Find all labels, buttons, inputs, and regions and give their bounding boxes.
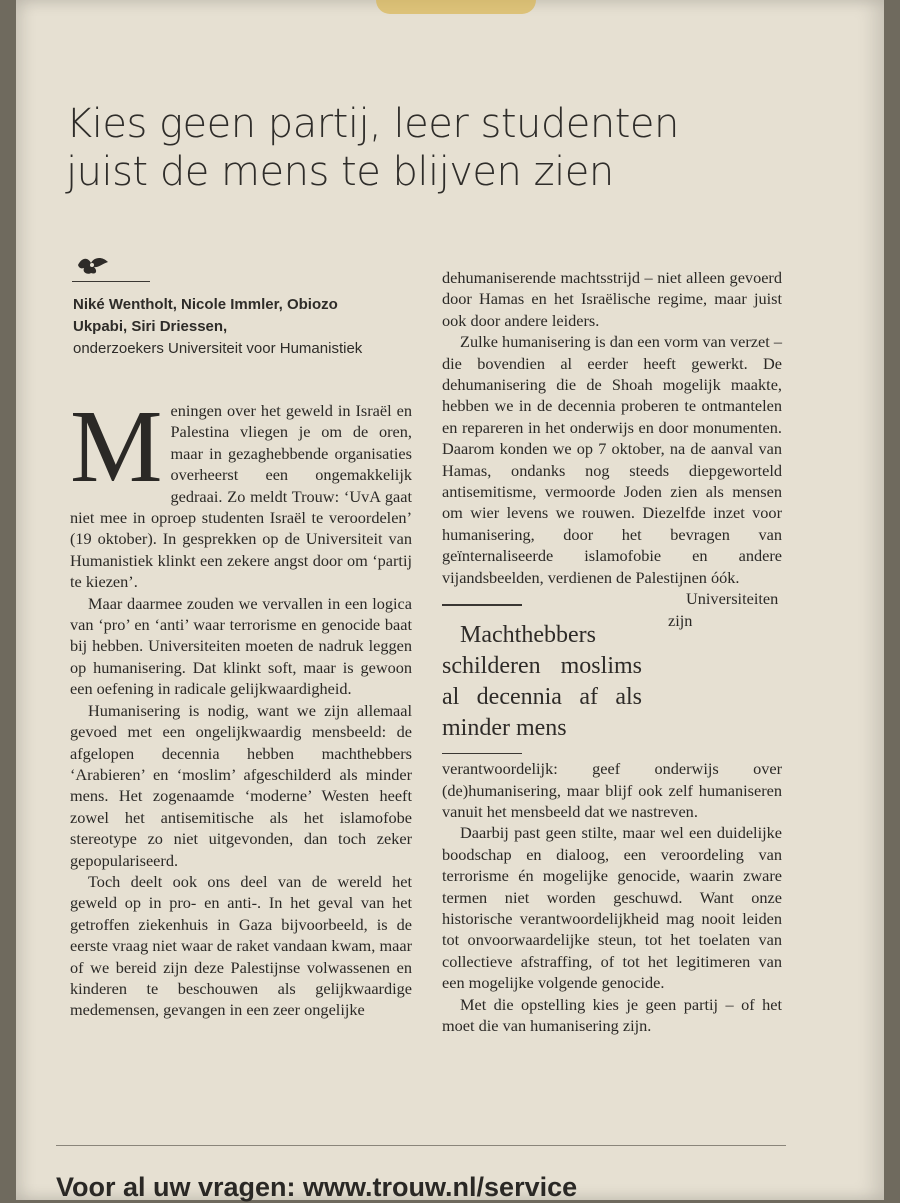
- paragraph: Humanisering is nodig, want we zijn allemaal gevoed met een ongelijkwaardig mensbeeld: de afgelopen decennia hebben machthebbers ‘Arabieren’ en ‘moslim’ afgeschilderd als minder mens. Het zogenaamde ‘moderne’ Westen heeft zowel het antisemitische als het islamofobe stereotype zo niet uitgevonden, dan toch zeker gepopulariseerd.: [70, 700, 412, 870]
- author-role: onderzoekers Universiteit voor Humanistiek: [73, 340, 363, 357]
- author-names: Niké Wentholt, Nicole Immler, Obiozo Ukpabi, Siri Driessen,: [73, 296, 338, 335]
- byline: [73, 294, 373, 360]
- article-column-1: [70, 389, 412, 1021]
- paragraph: [442, 588, 782, 822]
- paragraph-text: Universiteiten zijn verantwoordelijk: geef onderwijs over (de)humanisering, maar blijf ook zelf humaniseren vanuit het mensbeeld dat we nastreven.: [442, 589, 782, 821]
- newspaper-page: [16, 0, 884, 1200]
- top-ornament: [376, 0, 536, 14]
- drop-cap: M: [70, 389, 163, 504]
- paragraph: [70, 389, 412, 593]
- pull-quote-text: Machthebbers schilderen moslims al decennia af als minder mens: [442, 622, 642, 742]
- paragraph: Met die opstelling kies je geen partij – of het moet die van humanisering zijn.: [442, 994, 782, 1035]
- paragraph: dehumaniserende machtsstrijd – niet alleen gevoerd door Hamas en het Israëlische regime, maar juist ook door andere leiders.: [442, 268, 782, 330]
- headline-line-2: juist de mens te blijven zien: [66, 149, 614, 195]
- footer-service-line: Voor al uw vragen: www.trouw.nl/service: [56, 1172, 578, 1202]
- paragraph: [442, 331, 782, 588]
- paragraph: Daarbij past geen stilte, maar wel een duidelijke boodschap en dialoog, een veroordeling van terrorisme én mogelijke genocide, waarin zware termen niet worden geschuwd. Want onze historische verantwoordelijkheid mag nooit leiden tot onvoorwaardelijke steun, tot het toelaten van collectieve afstraffing, of tot het legitimeren van een mogelijke volgende genocide.: [442, 823, 782, 993]
- paragraph-text: Zulke humanisering is dan een vorm van verzet – die bovendien al eerder heeft gewerkt. De dehumanisering die de Shoah mogelijk maakte, hebben we in de decennia proberen te ontmantelen en repareren in het onderwijs en door monumenten. Daarom konden we op 7 oktober, na de aanval van Hamas, ondanks nog steeds diepgeworteld antisemitisme, vermoorde Joden zien als mensen om wier levens we rouwen. Diezelfde inzet voor humanisering, door het bevragen van geïnternaliseerde islamofobie en andere vijandsbeelden, verdienen de Palestijnen óók.: [442, 332, 782, 587]
- paragraph: Toch deelt ook ons deel van de wereld het geweld op in pro- en anti-. In het geval van het getroffen ziekenhuis in Gaza bijvoorbeeld, is de eerste vraag niet waar de raket vandaan kwam, maar of we bereid zijn deze Palestijnse volwassenen en kinderen te beschouwen als gelijkwaardige medemensen, gevangen in een zeer ongelijke: [70, 871, 412, 1020]
- byline-rule: [72, 281, 150, 282]
- paragraph-text: eningen over het geweld in Israël en Palestina vliegen je om de oren, maar in gezaghebbende organisaties overheerst een ongemakkelijk gedraai. Zo meldt Trouw: ‘UvA gaat niet mee in oproep studenten Israël te veroordelen’ (19 oktober). In gesprekken op de Universiteit van Humanistiek klinkt een zekere angst door om ‘partij te kiezen’.: [70, 401, 412, 592]
- paragraph: Maar daarmee zouden we vervallen in een logica van ‘pro’ en ‘anti’ waar terrorisme en genocide baat bij hebben. Universiteiten moeten de nadruk leggen op humanisering. Dat klinkt soft, maar is gewoon een oefening in radicale gelijkwaardigheid.: [70, 593, 412, 699]
- footer-rule: [56, 1145, 786, 1146]
- article-headline: [66, 100, 786, 196]
- article-column-2: [442, 267, 782, 1036]
- headline-line-1: Kies geen partij, leer studenten: [66, 101, 679, 147]
- pull-quote: [442, 604, 642, 744]
- trouw-logo-icon: [76, 254, 110, 276]
